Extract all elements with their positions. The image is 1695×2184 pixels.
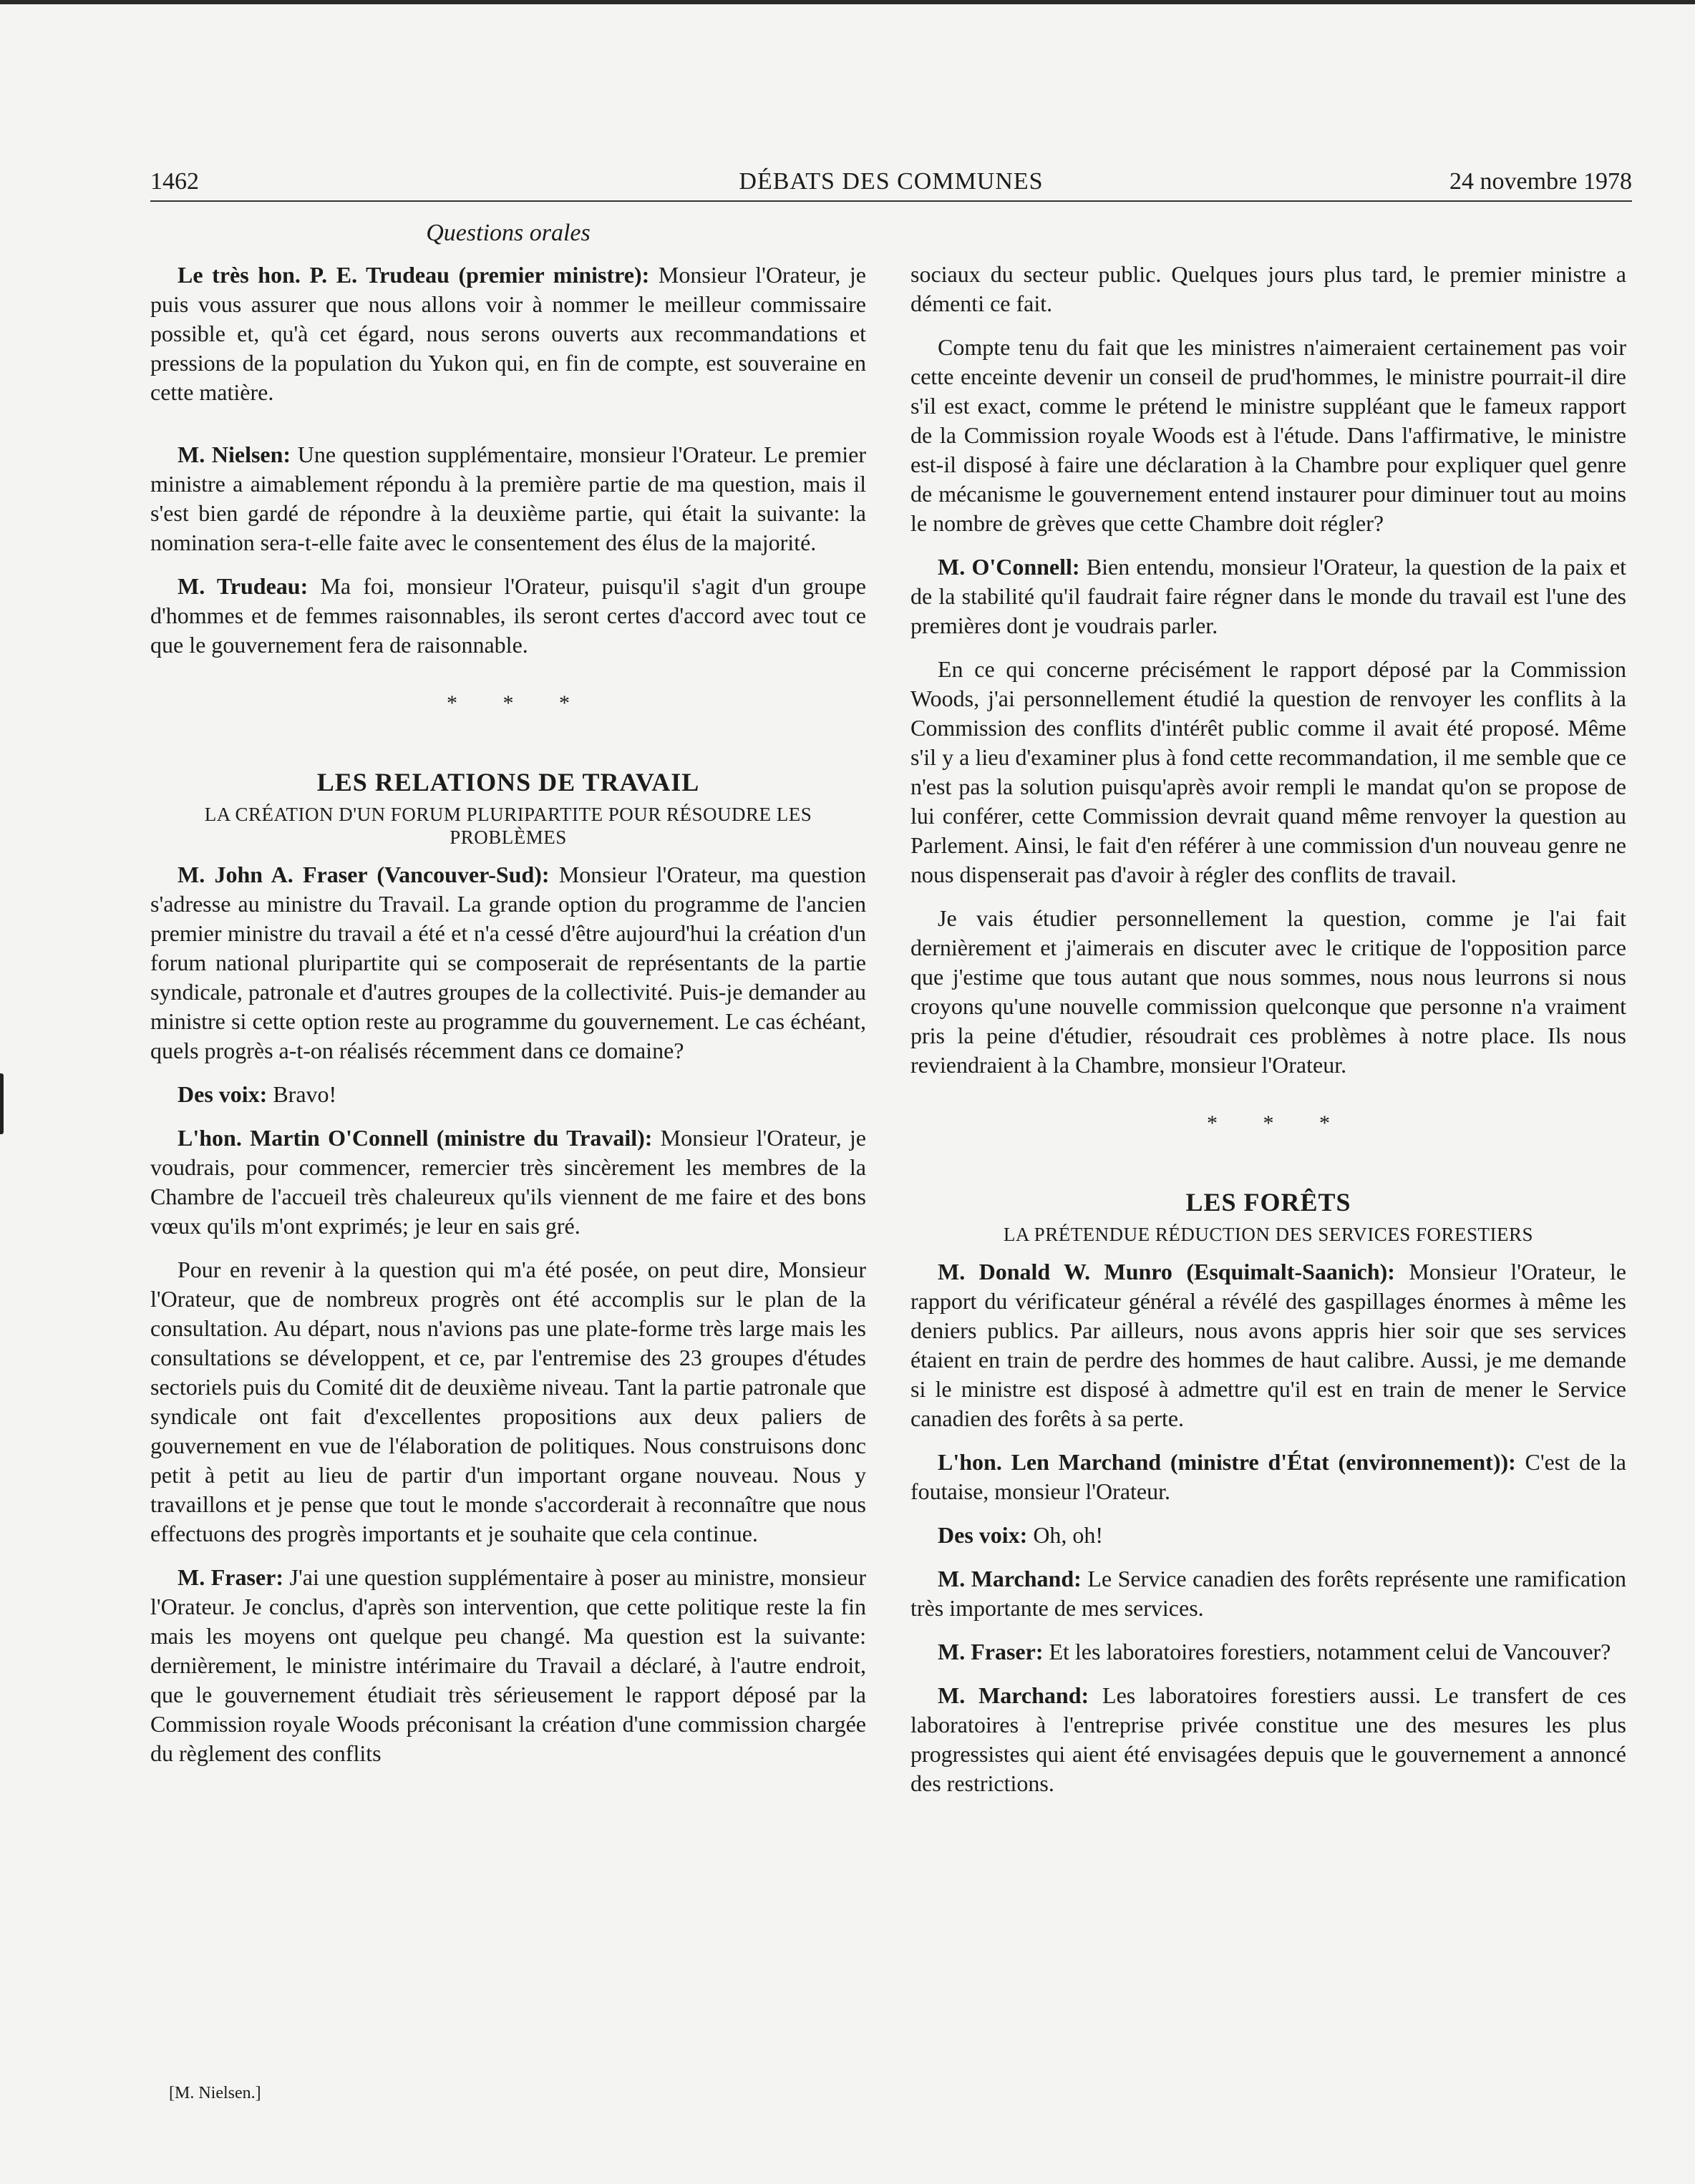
paragraph-voices-1 (150, 1080, 866, 1109)
section-title-forests: LES FORÊTS (1185, 1188, 1351, 1217)
speaker-name: M. John A. Fraser (Vancouver-Sud): (178, 862, 550, 887)
page-number: 1462 (150, 168, 199, 195)
speaker-name: M. Marchand: (938, 1566, 1082, 1591)
speech-text: Monsieur l'Orateur, je puis vous assurer que nous allons voir à nommer le meilleur commissaire possible et, qu'à cet égard, nous serons ouverts aux recommandations et pressions de la population du Yukon qui, en fin de compte, est souveraine en cette matière. (150, 262, 867, 405)
paragraph-oconnell-1 (150, 1123, 866, 1241)
speech-text: Bien entendu, monsieur l'Orateur, la question de la paix et de la stabilité qu'il faudrait faire régner dans le monde du travail est l'une des premières dont je voudrais parler. (910, 554, 1627, 638)
paragraph-marchand-3 (910, 1681, 1626, 1798)
paragraph-fraser-2 (150, 1563, 866, 1768)
paragraph-marchand-1 (910, 1448, 1626, 1506)
paragraph-munro (910, 1257, 1626, 1433)
paragraph-fraser-1 (150, 860, 866, 1066)
speaker-name: M. Donald W. Munro (Esquimalt-Saanich): (938, 1259, 1395, 1284)
section-separator: * * * (1207, 1111, 1350, 1135)
speaker-name: M. Nielsen: (178, 442, 291, 467)
speech-text: Monsieur l'Orateur, je voudrais, pour commencer, remercier très sincèrement les membres de la Chambre de l'accueil très chaleureux qu'ils viennent de me faire et des bons vœux qu'ils m'ont exprimés; je leur en sais gré. (150, 1125, 866, 1239)
publication-date: 24 novembre 1978 (1449, 168, 1632, 195)
paragraph-fraser-3: Compte tenu du fait que les ministres n'aimeraient certainement pas voir cette enceinte devenir un conseil de prud'hommes, le ministre pourrait-il dire s'il est exact, comme le prétend le ministre suppléant que le fameux rapport de la Commission royale Woods est à l'étude. Dans l'affirmative, le ministre est-il disposé à faire une déclaration à la Chambre pour expliquer quel genre de mécanisme le gouvernement entend instaurer pour diminuer tout au moins le nombre de grèves que cette Chambre doit régler? (910, 334, 1626, 536)
speaker-name: L'hon. Martin O'Connell (ministre du Travail): (178, 1125, 653, 1151)
publication-title: DÉBATS DES COMMUNES (739, 168, 1044, 195)
page-footnote: [M. Nielsen.] (169, 2084, 261, 2102)
paragraph-marchand-2 (910, 1564, 1626, 1623)
speech-text: Oh, oh! (1027, 1522, 1104, 1548)
paragraph-fraser-4 (910, 1637, 1626, 1667)
speech-text: Bravo! (267, 1081, 337, 1107)
top-edge-rule (0, 0, 1695, 4)
paragraph-voices-2 (910, 1521, 1626, 1550)
speaker-name: M. Fraser: (178, 1564, 284, 1590)
speaker-name: M. Marchand: (938, 1682, 1089, 1708)
paragraph-nielsen (150, 440, 866, 557)
speaker-name: Des voix: (938, 1522, 1028, 1548)
speaker-name: M. O'Connell: (938, 554, 1080, 580)
paragraph-oconnell-2: Pour en revenir à la question qui m'a été posée, on peut dire, Monsieur l'Orateur, que de nombreux progrès ont été accomplis sur le plan de la consultation. Au départ, nous n'avions pas une plate-forme très large mais les consultations se développent, et ce, par l'entremise des 23 groupes d'études sectoriels puis du Comité dit de deuxième niveau. Tant la partie patronale que syndicale ont fait d'excellentes propositions aux deux paliers de gouvernement en vue de l'élaboration de politiques. Nous construisons donc petit à petit au lieu de partir d'un important organe nouveau. Nous y travaillons et je pense que tout le monde s'accorderait à reconnaître que nous effectuons des progrès importants et je souhaite que cela continue. (150, 1257, 866, 1546)
paragraph-fraser-2-continued: sociaux du secteur public. Quelques jours plus tard, le premier ministre a démenti ce fait. (910, 261, 1626, 316)
section-separator: * * * (447, 691, 590, 715)
speaker-name: Le très hon. P. E. Trudeau (premier ministre): (178, 262, 650, 288)
page-header (150, 165, 1632, 202)
speech-text: Le Service canadien des forêts représente une ramification très importante de mes services. (910, 1566, 1627, 1621)
speech-text: Et les laboratoires forestiers, notamment celui de Vancouver? (1043, 1639, 1611, 1664)
paragraph-trudeau-2 (150, 572, 866, 660)
paragraph-oconnell-5: Je vais étudier personnellement la question, comme je l'ai fait dernièrement et j'aimerais en discuter avec le critique de l'opposition parce que j'estime que tous autant que nous sommes, nous nous leurrons si nous croyons qu'une nouvelle commission quelconque que personne n'a vraiment pris la peine d'étudier, résoudrait ces problèmes à notre place. Ils nous reviendraient à la Chambre, monsieur l'Orateur. (910, 905, 1626, 1078)
section-title-labour: LES RELATIONS DE TRAVAIL (316, 768, 700, 796)
section-subtitle-labour: LA CRÉATION D'UN FORUM PLURIPARTITE POUR RÉSOUDRE LES PROBLÈMES (204, 804, 812, 848)
speaker-name: L'hon. Len Marchand (ministre d'État (environnement)): (938, 1449, 1516, 1475)
scan-margin-mark (0, 1073, 4, 1134)
speech-text: Monsieur l'Orateur, ma question s'adresse au ministre du Travail. La grande option du programme de l'ancien premier ministre du travail a été et n'a cessé d'être aujourd'hui la création d'un forum national pluripartite qui se composerait de représentants de la partie syndicale, patronale et d'autres groupes de la collectivité. Puis-je demander au ministre si cette option reste au programme du gouvernement. Le cas échéant, quels progrès a-t-on réalisés récemment dans ce domaine? (150, 862, 866, 1063)
speech-text: Une question supplémentaire, monsieur l'Orateur. Le premier ministre a aimablement répondu à la première partie de ma question, mais il s'est bien gardé de répondre à la deuxième partie, qui était la suivante: la nomination sera-t-elle faite avec le consentement des élus de la majorité. (150, 442, 867, 555)
speech-text: Les laboratoires forestiers aussi. Le transfert de ces laboratoires à l'entreprise privée constitue une des mesures les plus progressistes qui aient été envisagées depuis que le gouvernement a annoncé des restrictions. (910, 1682, 1627, 1796)
speech-text: Monsieur l'Orateur, le rapport du vérificateur général a révélé des gaspillages énormes à même les deniers publics. Par ailleurs, nous avons appris hier soir que ses services étaient en train de perdre des hommes de haut calibre. Aussi, je me demande si le ministre est disposé à admettre qu'il est en train de mener le Service canadien des forêts à sa perte. (910, 1259, 1627, 1431)
paragraph-oconnell-4: En ce qui concerne précisément le rapport déposé par la Commission Woods, j'ai personnellement étudié la question de renvoyer les conflits à la Commission des conflits d'intérêt public comme il avait été proposé. Même s'il y a lieu d'examiner plus à fond cette recommandation, il me semble que ce n'est pas la solution puisqu'après avoir rempli le mandat qu'on se propose de lui conférer, cette Commission devrait quand même renvoyer la question au Parlement. Ainsi, le fait d'en référer à une commission d'un nouveau genre ne nous dispenserait pas d'avoir à régler des conflits de travail. (910, 656, 1626, 887)
speech-text: C'est de la foutaise, monsieur l'Orateur. (910, 1449, 1627, 1504)
speech-text: J'ai une question supplémentaire à poser au ministre, monsieur l'Orateur. Je conclus, d'après son intervention, que cette politique reste la fin mais les moyens ont quelque peu changé. Ma question est la suivante: dernièrement, le ministre intérimaire du Travail a déclaré, à l'autre endroit, que le gouvernement étudiait très sérieusement le rapport déposé par la Commission royale Woods préconisant la création d'une commission chargée du règlement des conflits (150, 1564, 867, 1766)
section-subtitle-forests: LA PRÉTENDUE RÉDUCTION DES SERVICES FORESTIERS (1003, 1224, 1534, 1245)
paragraph-oconnell-3 (910, 552, 1626, 640)
left-column (150, 218, 866, 1783)
speaker-name: M. Trudeau: (178, 573, 309, 599)
paragraph-trudeau-1 (150, 260, 866, 407)
speaker-name: Des voix: (178, 1081, 268, 1107)
right-column (910, 260, 1626, 1813)
speaker-name: M. Fraser: (938, 1639, 1044, 1664)
section-label-oral-questions: Questions orales (426, 220, 591, 246)
speech-text: Ma foi, monsieur l'Orateur, puisqu'il s'agit d'un groupe d'hommes et de femmes raisonnables, ils seront certes d'accord avec tout ce que le gouvernement fera de raisonnable. (150, 573, 867, 658)
